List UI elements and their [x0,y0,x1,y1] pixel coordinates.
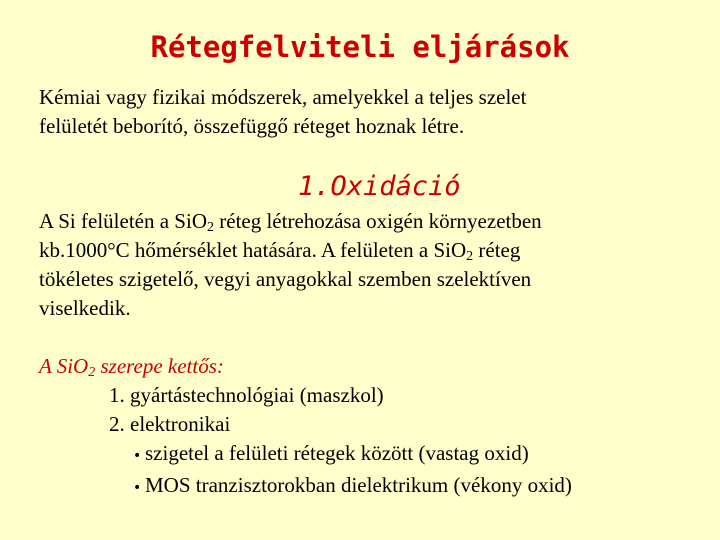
subscript: 2 [207,220,214,235]
sub-list-text: szigetel a felületi rétegek között (vastag oxid) [145,441,529,465]
sio2-role-section [39,352,699,503]
subscript: 2 [466,249,474,264]
text-run: O [450,238,467,262]
sub-list-item [39,471,699,503]
paragraph-line [39,207,699,236]
paragraph-line: tökéletes szigetelő, vegyi anyagokkal szemben szelektíven [39,267,532,291]
text-run: A Si [39,354,74,378]
bullet-icon: • [133,448,142,464]
text-run: réteg létrehozása oxigén környezetben [214,209,542,233]
sub-list-item [39,439,699,471]
text-run: A Si felületén a Si [39,209,192,233]
oxidation-paragraph [39,207,699,323]
intro-text [39,83,699,141]
list-item: 1. gyártástechnológiai (maszkol) [109,383,384,407]
list-item: 2. elektronikai [109,412,231,436]
text-run: O [191,209,207,233]
slide-title: Rétegfelviteli eljárások [150,30,570,64]
paragraph-line [39,236,699,265]
bullet-icon: • [133,480,142,496]
text-run: réteg [473,238,521,262]
text-run: szerepe kettős: [95,354,224,378]
text-run: kb.1000°C hőmérséklet hatására. A felületen a Si [39,238,451,262]
sub-list-text: MOS tranzisztorokban dielektrikum (vékony oxid) [145,473,572,497]
intro-line: felületét beborító, összefüggő réteget hoznak létre. [39,114,465,138]
section-heading: 1.Oxidáció [298,171,461,202]
subscript: 2 [88,365,96,380]
role-heading [39,352,699,381]
paragraph-line: viselkedik. [39,296,131,320]
text-run: O [73,354,89,378]
intro-line: Kémiai vagy fizikai módszerek, amelyekkel a teljes szelet [39,85,527,109]
